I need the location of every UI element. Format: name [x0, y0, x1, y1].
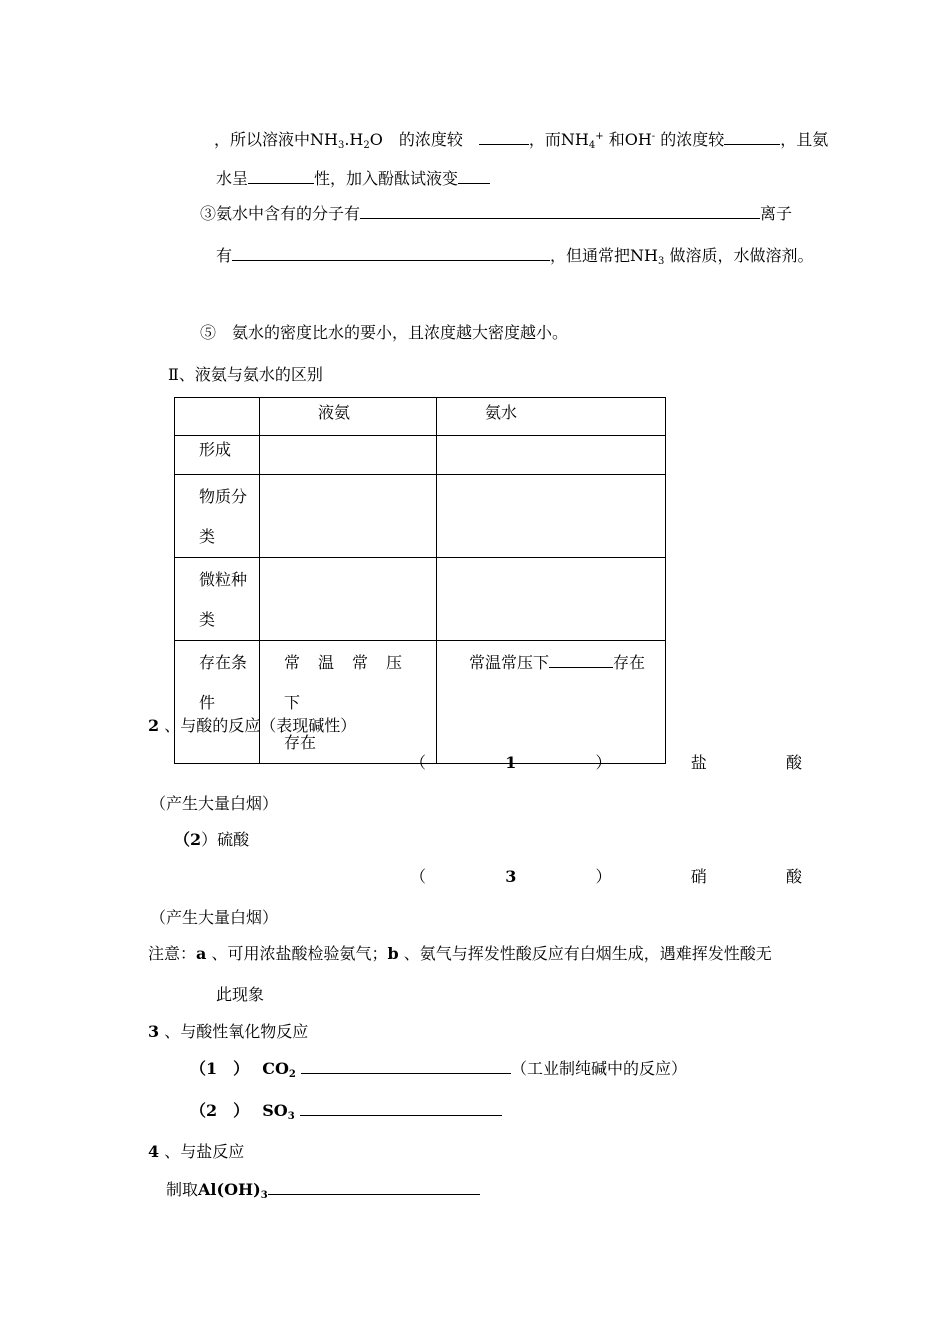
reaction-note-smoke: （产生大量白烟）	[150, 794, 279, 813]
table-header-liquid-ammonia: 液氨	[260, 398, 437, 436]
table-header-row	[175, 398, 666, 436]
table-cell-answer[interactable]	[437, 436, 666, 475]
table-cell-answer[interactable]	[437, 558, 666, 641]
reaction-line-aluminum-hydroxide: 制取$Al(OH)_3$	[166, 1180, 480, 1206]
table-cell-answer[interactable]	[437, 475, 666, 558]
table-row-label-existence: 存在条 件	[175, 641, 260, 764]
table-cell-liquid-existence: 常温常压下 存在	[260, 641, 437, 764]
blank-color[interactable]	[458, 169, 490, 184]
note-line-continued: 此现象	[216, 985, 265, 1004]
blank-co2-equation[interactable]	[301, 1059, 511, 1074]
table-cell-answer[interactable]	[260, 436, 437, 475]
table-row-label-particles: 微粒种 类	[175, 558, 260, 641]
table-row	[175, 641, 666, 764]
table-header-ammonia-water: 氨水	[437, 398, 666, 436]
reaction-note-smoke: （产生大量白烟）	[150, 908, 279, 927]
section-heading-acidic-oxide: 3 、与酸性氧化物反应	[148, 1022, 309, 1041]
comparison-table	[174, 397, 666, 764]
blank-nh3h2o-concentration[interactable]	[479, 130, 529, 145]
reaction-line-co2: （1 ） $CO_2$ （工业制纯碱中的反应）	[190, 1059, 687, 1080]
blank-molecules[interactable]	[360, 204, 760, 219]
reaction-line-nitric: （ 3 ） 硝 酸	[410, 867, 802, 886]
blank-ions[interactable]	[232, 246, 550, 261]
table-cell-answer[interactable]	[260, 558, 437, 641]
text-line-density: ⑤ 氨水的密度比水的要小，且浓度越大密度越小。	[200, 323, 569, 342]
note-line: 注意：a 、可用浓盐酸检验氨气；b 、氨气与挥发性酸反应有白烟生成，遇难挥发性酸无	[148, 944, 772, 963]
table-row-label-classification: 物质分 类	[175, 475, 260, 558]
reaction-line-hydrochloric: （ 1 ） 盐 酸	[410, 753, 802, 772]
text-line-molecules: ③氨水中含有的分子有 离子	[200, 204, 793, 223]
blank-property[interactable]	[248, 169, 314, 184]
blank-aluminum-hydroxide-equation[interactable]	[268, 1180, 480, 1195]
table-cell-answer[interactable]	[260, 475, 437, 558]
blank-existence-state[interactable]	[549, 653, 613, 668]
table-cell-empty	[175, 398, 260, 436]
table-row-label-formation: 形成	[175, 436, 260, 475]
text-line-ions: 有 ，但通常把$NH_3$ 做溶质，水做溶剂。	[216, 246, 814, 267]
text-line-acidity: 水呈 性，加入酚酞试液变	[216, 169, 490, 189]
table-cell-aqueous-existence: 常温常压下 存在	[437, 641, 666, 764]
blank-so3-equation[interactable]	[300, 1101, 502, 1116]
section-heading-acid-reaction: 2 、与酸的反应（表现碱性）	[148, 716, 357, 735]
reaction-line-sulfuric: （2）硫酸	[174, 830, 250, 849]
reaction-line-so3: （2 ） $SO_3$	[190, 1101, 502, 1127]
blank-ion-concentration[interactable]	[724, 130, 780, 145]
section-heading-salt-reaction: 4 、与盐反应	[148, 1142, 245, 1161]
table-row	[175, 475, 666, 558]
table-row	[175, 558, 666, 641]
table-row	[175, 436, 666, 475]
text-line-concentration: ，所以溶液中$NH_3.H_2O$ 的浓度较 ，而$NH_4^+$ 和OH- 的浓度较 ，且氨	[214, 130, 829, 151]
section-heading-difference: Ⅱ、液氨与氨水的区别	[168, 365, 323, 384]
